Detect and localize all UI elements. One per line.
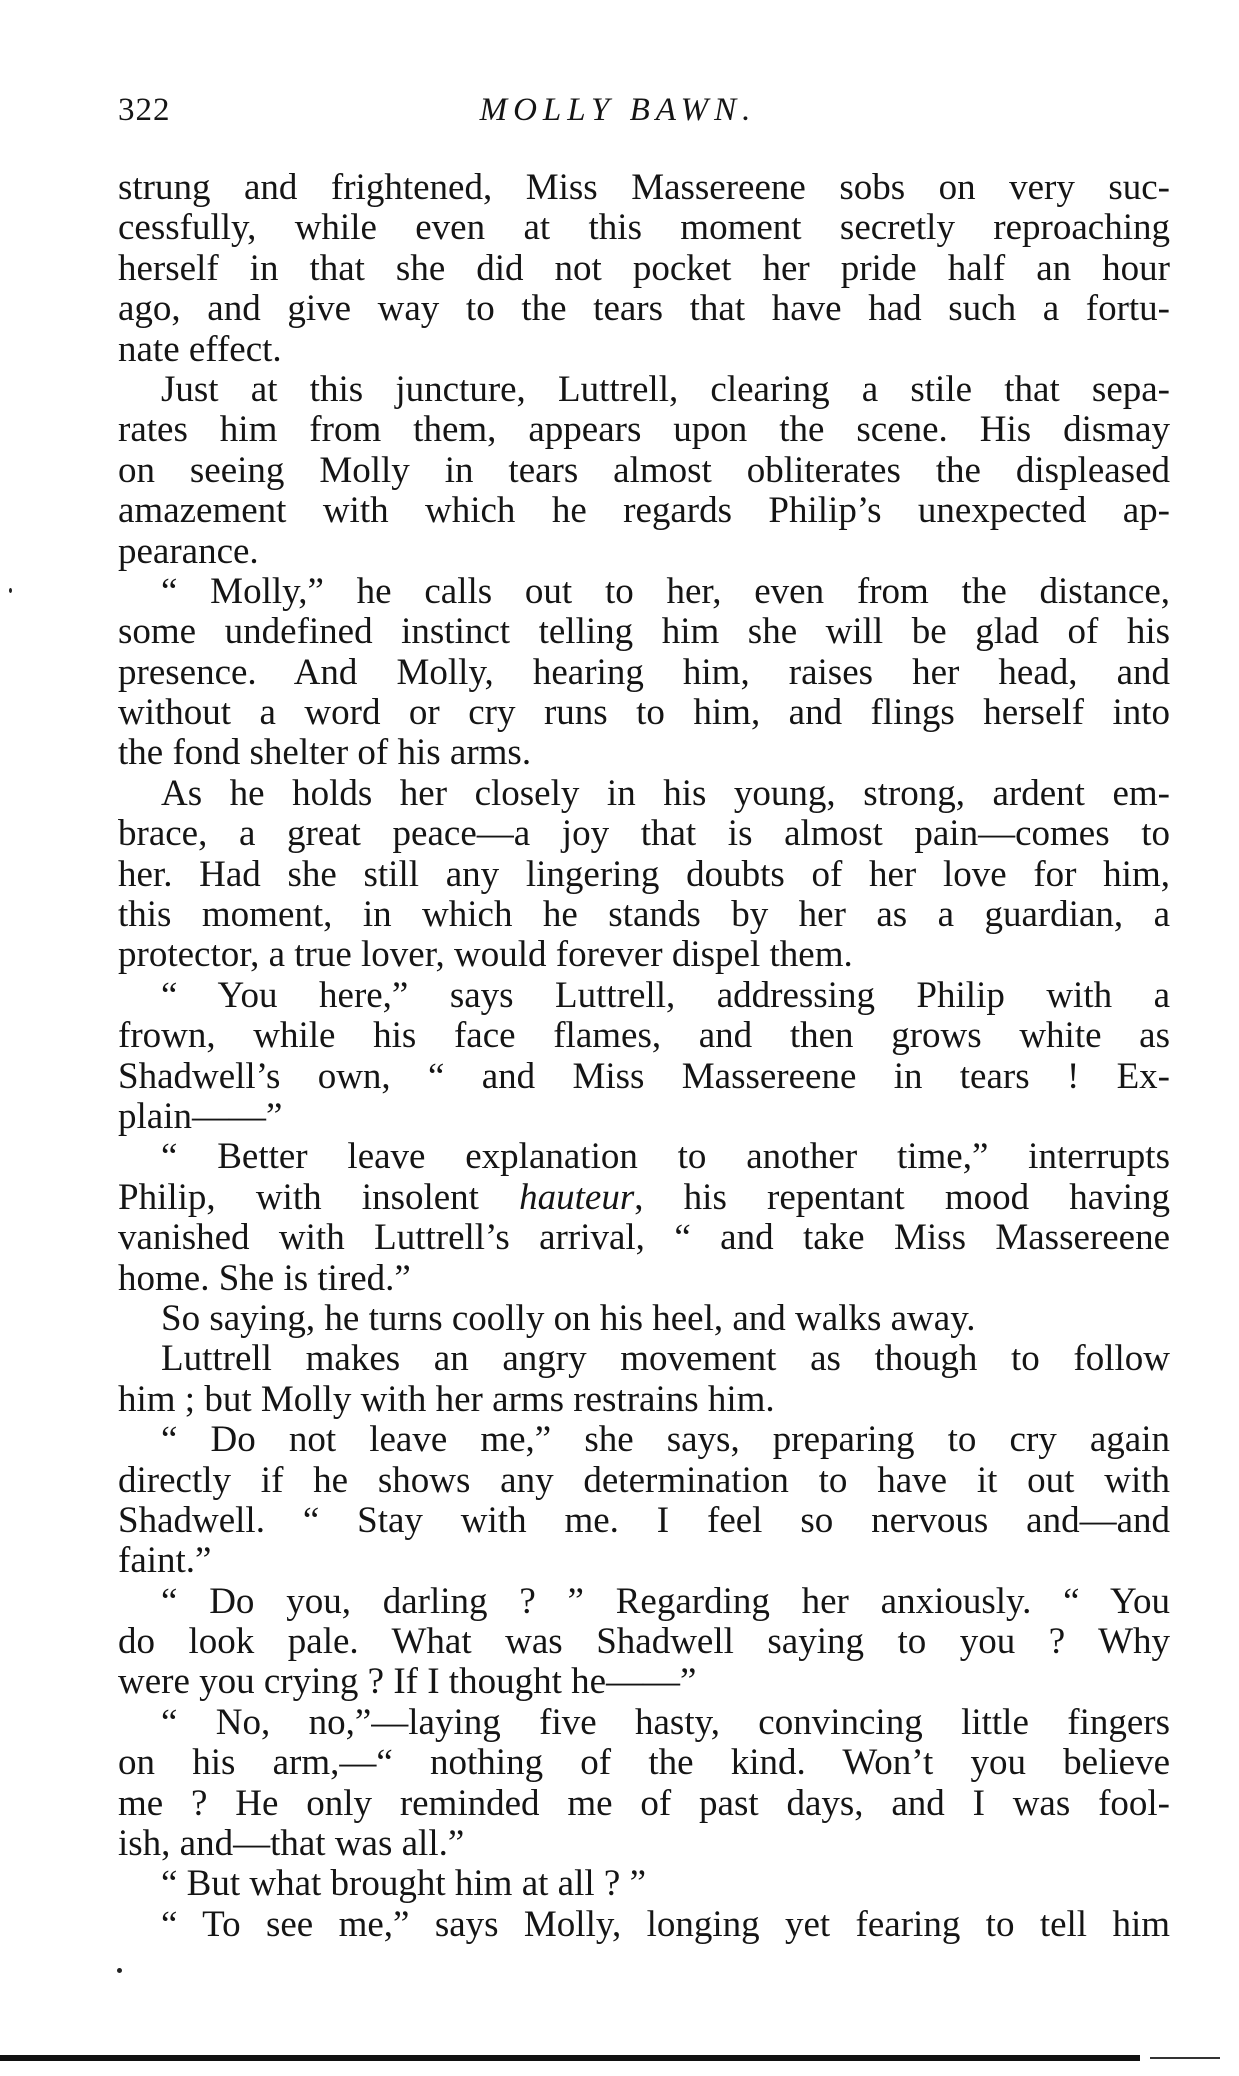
text-line: me ? He only reminded me of past days, and I was fool- [118,1782,1170,1824]
text-line: protector, a true lover, would forever dispel them. [118,934,853,976]
text-line: Shadwell’s own, “ and Miss Massereene in tears ! Ex- [118,1055,1170,1097]
print-speck [9,588,12,593]
text-line: plain——” [118,1095,283,1137]
running-title: MOLLY BAWN. [479,92,757,128]
text-line: faint.” [118,1540,212,1582]
text-line: strung and frightened, Miss Massereene sobs on very suc- [118,167,1170,208]
text-line: “ Do you, darling ? ” Regarding her anxiously. “ You [161,1580,1170,1622]
text-line: Shadwell. “ Stay with me. I feel so nervous and—and [118,1499,1170,1541]
text-line: cessfully, while even at this moment secretly reproaching [118,207,1170,249]
text-line: home. She is tired.” [118,1257,411,1299]
text-line: “ Do not leave me,” she says, preparing to cry again [161,1419,1170,1461]
bottom-rule-fragment [1150,2057,1220,2059]
text-line: So saying, he turns coolly on his heel, and walks away. [161,1297,976,1339]
text-line: rates him from them, appears upon the scene. His dismay [118,409,1170,451]
page-header [118,92,1118,142]
text-line: frown, while his face flames, and then grows white as [118,1015,1170,1057]
text-line: the fond shelter of his arms. [118,732,532,774]
text-line: amazement with which he regards Philip’s unexpected ap- [118,490,1170,532]
text-line: Just at this juncture, Luttrell, clearing a stile that sepa- [161,368,1170,410]
italic-word: hauteur [519,1176,635,1218]
text-line: were you crying ? If I thought he——” [118,1661,697,1703]
text-line: without a word or cry runs to him, and flings herself into [118,692,1170,734]
text-line: directly if he shows any determination to have it out with [118,1459,1170,1501]
text-line: some undefined instinct telling him she will be glad of his [118,611,1170,653]
text-line: “ But what brought him at all ? ” [161,1863,646,1905]
text-line: presence. And Molly, hearing him, raises her head, and [118,651,1170,693]
page-number: 322 [118,92,171,128]
text-line: this moment, in which he stands by her as a guardian, a [118,894,1170,936]
text-line: Luttrell makes an angry movement as though to follow [161,1338,1170,1380]
text-line: on seeing Molly in tears almost obliterates the displeased [118,449,1170,491]
text-line: on his arm,—“ nothing of the kind. Won’t you believe [118,1742,1170,1784]
text-line: As he holds her closely in his young, strong, ardent em- [161,772,1170,814]
text-line: ish, and—that was all.” [118,1823,465,1865]
text-line: herself in that she did not pocket her pride half an hour [118,247,1170,289]
text-line: her. Had she still any lingering doubts of her love for him, [118,853,1170,895]
text-line: pearance. [118,530,259,572]
text-line: “ You here,” says Luttrell, addressing Philip with a [161,974,1170,1016]
print-speck [117,1968,122,1973]
body-text [118,168,1170,1945]
text-line: Philip, with insolent hauteur, his repentant mood having [118,1176,1171,1218]
text-line: ago, and give way to the tears that have had such a fortu- [118,288,1170,330]
bottom-rule [0,2055,1140,2061]
text-line: nate effect. [118,328,282,370]
text-line: “ Better leave explanation to another time,” interrupts [161,1136,1170,1178]
text-line: brace, a great peace—a joy that is almost pain—comes to [118,813,1170,855]
text-line: “ Molly,” he calls out to her, even from the distance, [161,570,1170,612]
text-line: “ No, no,”—laying five hasty, convincing little fingers [161,1701,1170,1743]
text-line: vanished with Luttrell’s arrival, “ and take Miss Massereene [118,1217,1170,1259]
text-line: “ To see me,” says Molly, longing yet fearing to tell him [161,1903,1170,1945]
text-line: do look pale. What was Shadwell saying to you ? Why [118,1621,1170,1663]
text-line: him ; but Molly with her arms restrains him. [118,1378,775,1420]
